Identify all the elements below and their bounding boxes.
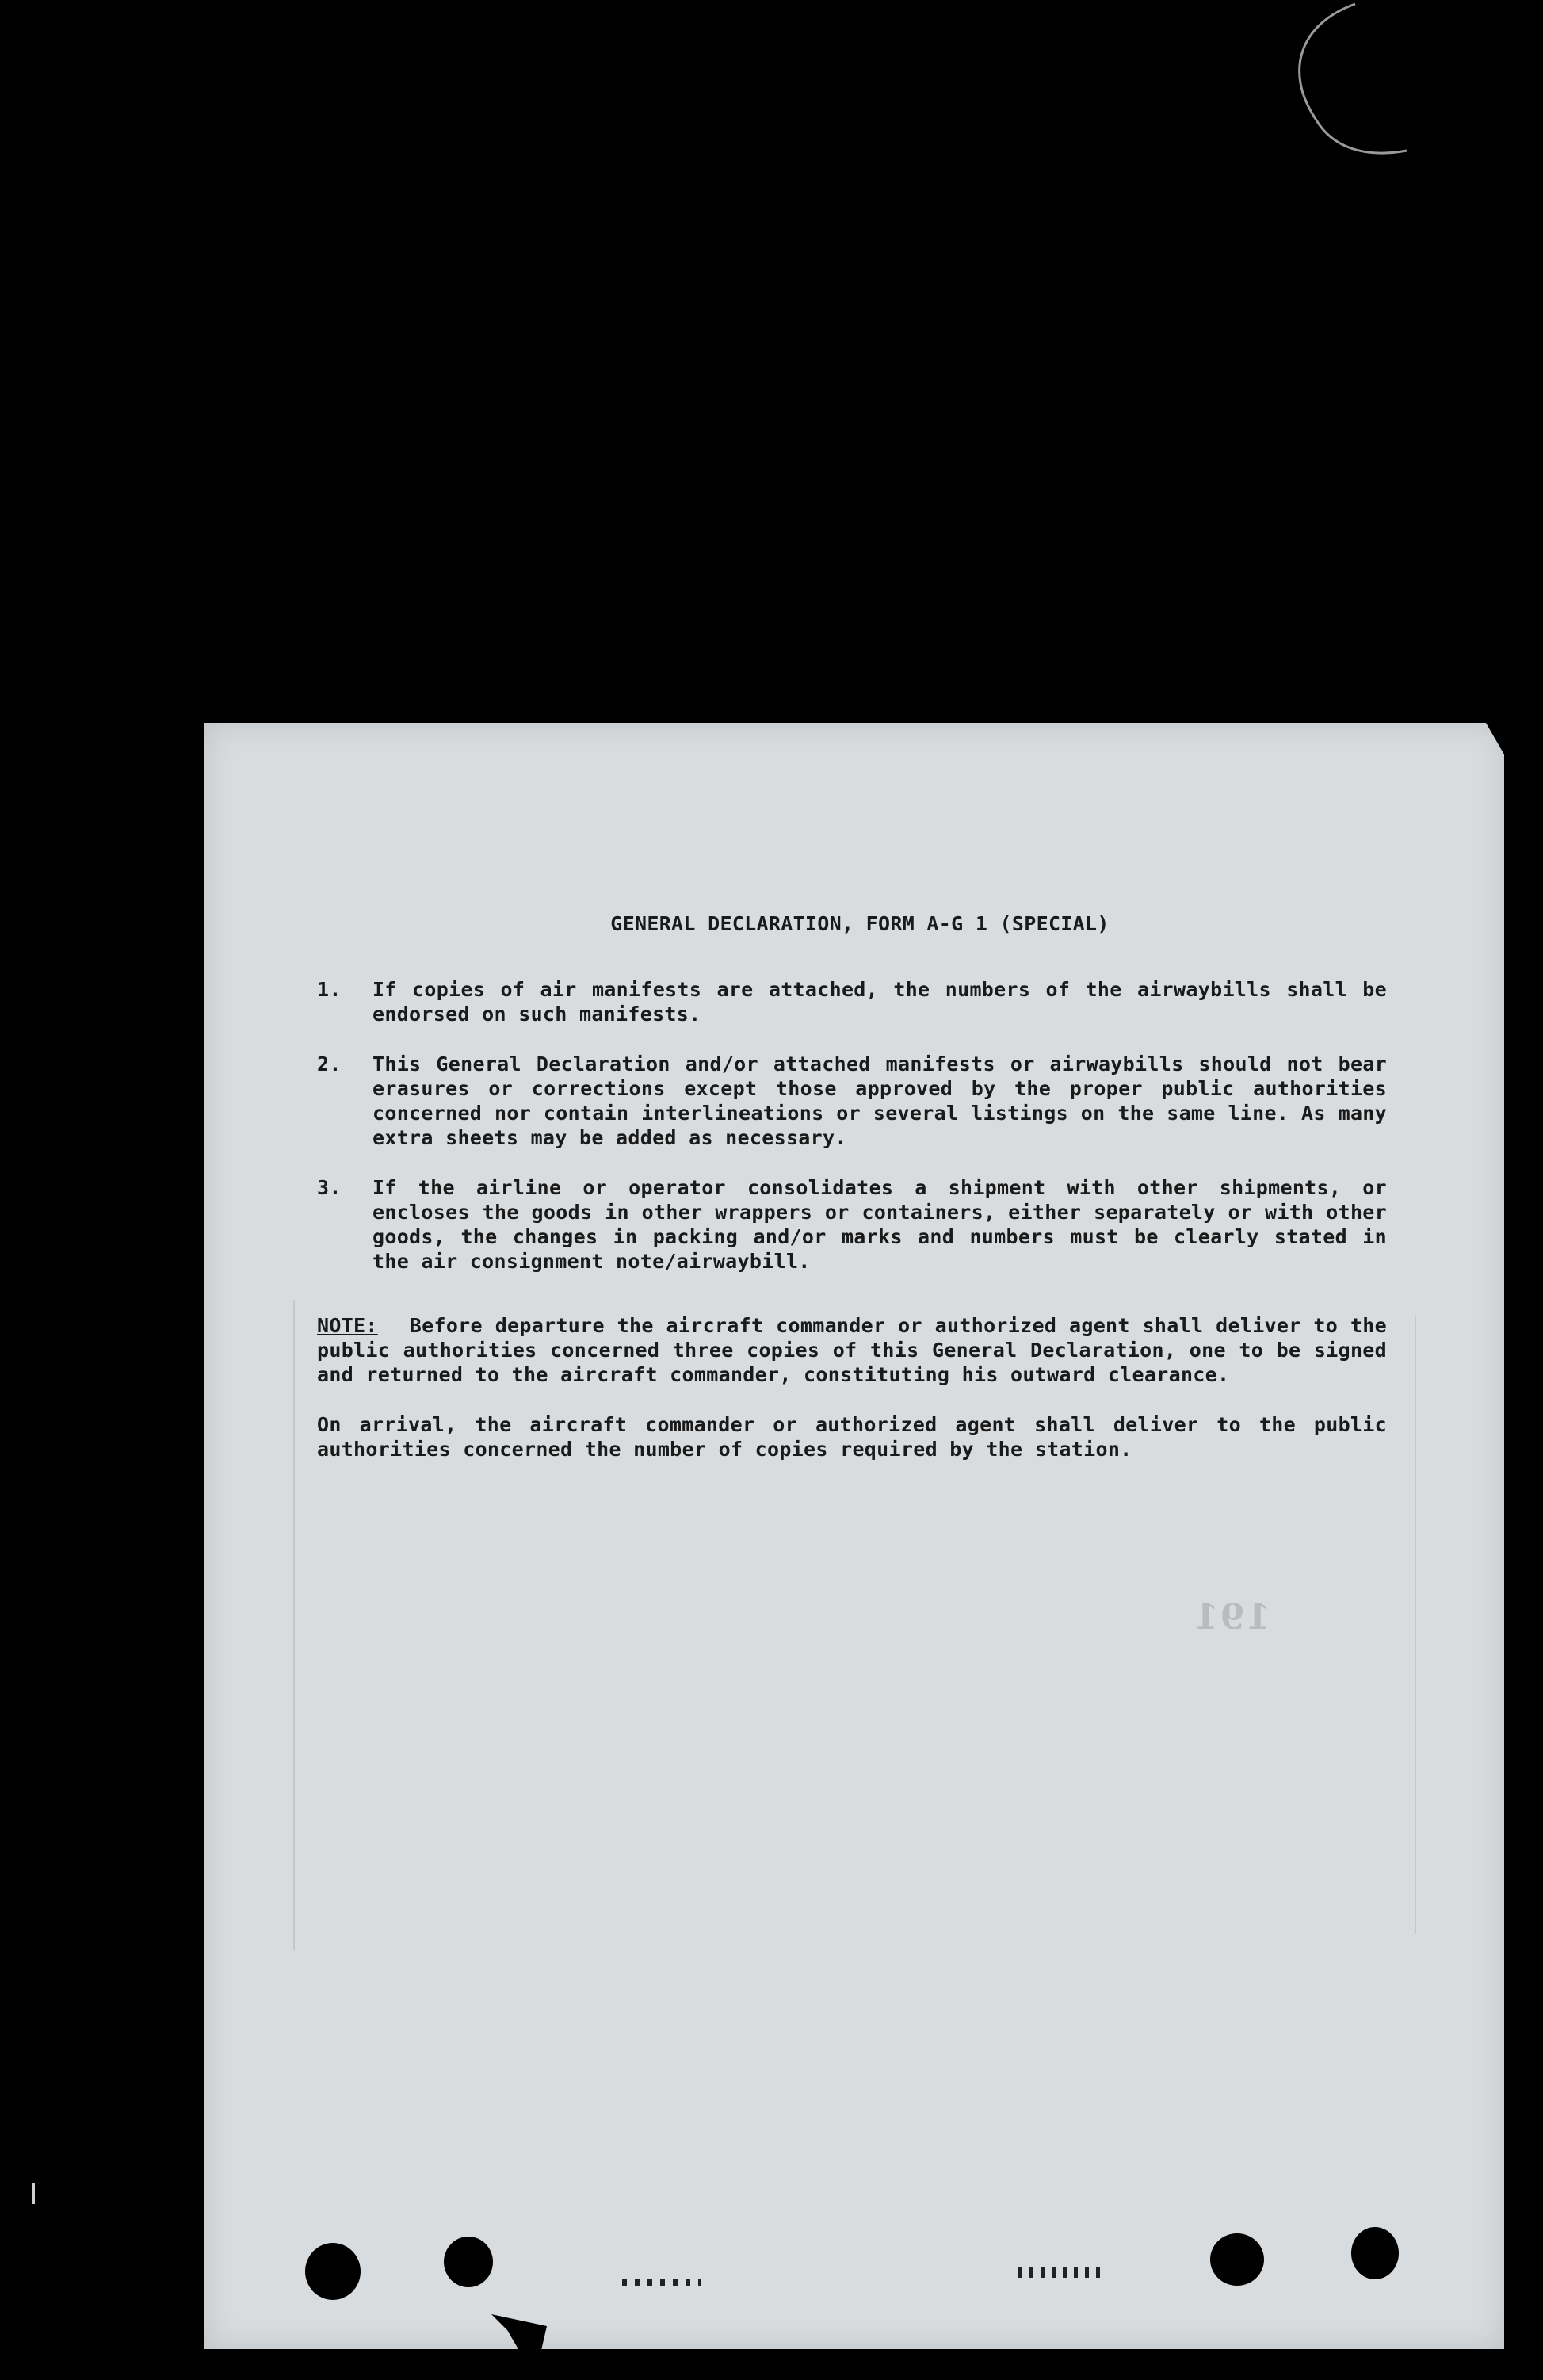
punch-hole (305, 2243, 361, 2300)
note-paragraph (317, 1313, 1387, 1387)
punch-hole (1351, 2227, 1399, 2279)
item-text: If copies of air manifests are attached, the numbers of the airwaybills shall be endorsed on such manifests. (372, 978, 1387, 1026)
edge-mark (32, 2183, 35, 2204)
ink-specks (622, 2279, 701, 2286)
instruction-item (317, 1175, 1387, 1274)
left-margin-line (293, 1300, 295, 1950)
paper-curl-mark (1268, 0, 1411, 166)
tear-mark (491, 2306, 563, 2378)
note-text: Before departure the aircraft commander or authorized agent shall deliver to the public authorities concerned three copies of this General Declaration, one to be signed and returned to the aircraft commander, constituting his outward clearance. (317, 1314, 1387, 1386)
punch-hole (444, 2237, 493, 2287)
instruction-item (317, 1052, 1387, 1150)
declaration-text (317, 911, 1387, 1461)
instruction-item (317, 977, 1387, 1026)
faint-stamp-mark: 191 (1193, 1597, 1270, 1637)
document-title: GENERAL DECLARATION, FORM A-G 1 (SPECIAL) (610, 912, 1110, 935)
right-margin-line (1415, 1316, 1416, 1934)
punch-hole (1210, 2233, 1264, 2286)
item-number: 1. (317, 978, 342, 1001)
item-number: 2. (317, 1052, 342, 1075)
ink-specks (1018, 2267, 1106, 2278)
note-label: NOTE: (317, 1314, 378, 1337)
item-text: This General Declaration and/or attached manifests or airwaybills should not bear erasures or corrections except those approved by the proper public authorities concerned nor contain interlineations or several listings on the same line. As many extra sheets may be added as necessary. (372, 1052, 1387, 1149)
item-text: If the airline or operator consolidates a shipment with other shipments, or encloses the goods in other wrappers or containers, either separately or with other goods, the changes in packing and/or marks and numbers must be clearly stated in the air consignment note/airwaybill. (372, 1176, 1387, 1273)
item-number: 3. (317, 1176, 342, 1199)
arrival-paragraph: On arrival, the aircraft commander or authorized agent shall deliver to the public authorities concerned the number of copies required by the station. (317, 1413, 1387, 1461)
